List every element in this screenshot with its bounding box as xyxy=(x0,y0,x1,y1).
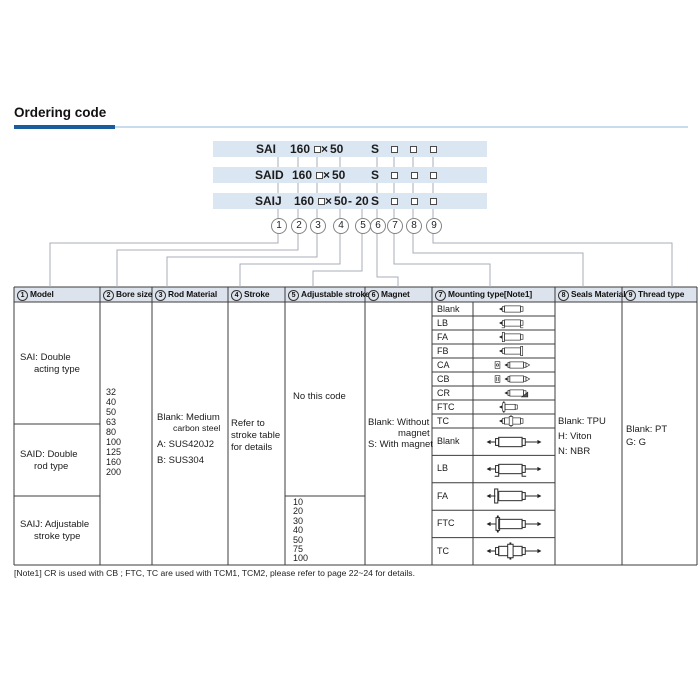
mounting-icon-cell xyxy=(486,401,542,413)
header-label: Seals Material xyxy=(571,289,626,299)
header-label: Bore size xyxy=(116,289,153,299)
callout-1: 1 xyxy=(271,218,287,234)
cylinder-clevis-ca-icon xyxy=(486,359,542,371)
code-magnet: S xyxy=(371,168,380,182)
col-header-seals-material xyxy=(558,287,626,302)
header-number-icon: 9 xyxy=(625,290,636,301)
mounting-code: TC xyxy=(437,545,449,556)
adjustable-stroke-no-code xyxy=(293,391,346,403)
col-header-stroke xyxy=(231,287,284,302)
model-cell-said xyxy=(20,449,78,473)
thread-type-cell-line: Blank: PT xyxy=(626,424,668,435)
col-header-bore-size xyxy=(103,287,151,302)
mounting-icon-cell xyxy=(483,433,545,451)
adjustable-stroke-values-line: 40 xyxy=(293,525,304,536)
magnet-cell-line: Blank: Without xyxy=(368,417,430,428)
code-mult: × xyxy=(321,142,329,156)
header-number-icon: 7 xyxy=(435,290,446,301)
mounting-code: Blank xyxy=(437,436,460,446)
seals-material-cell-line: Blank: TPU xyxy=(558,416,606,427)
blank-option-box xyxy=(430,146,437,153)
bore-size-list-line: 160 xyxy=(106,457,122,467)
code-stroke: 50 xyxy=(332,168,346,182)
model-cell-saij xyxy=(20,519,89,543)
adjustable-stroke-values-line: 20 xyxy=(293,506,304,517)
code-bore: 160 xyxy=(294,194,315,208)
mounting-code: CB xyxy=(437,374,450,384)
magnet-cell xyxy=(368,417,433,450)
cylinder-clevis-cb-icon xyxy=(486,373,542,385)
model-cell-saij-line: stroke type xyxy=(34,531,81,542)
magnet-cell-line: magnet xyxy=(398,428,430,439)
thread-type-cell xyxy=(626,423,667,449)
header-label: Mounting type[Note1] xyxy=(448,289,533,299)
header-label: Magnet xyxy=(381,289,410,299)
header-number-icon: 2 xyxy=(103,290,114,301)
header-label: Adjustable stroke xyxy=(301,289,370,299)
header-number-icon: 4 xyxy=(231,290,242,301)
mounting-icon-cell xyxy=(486,373,542,385)
blank-option-box xyxy=(430,198,437,205)
code-mult: × xyxy=(325,194,333,208)
mounting-code: FA xyxy=(437,490,449,501)
code-model: SAID xyxy=(255,168,284,182)
blank-option-box xyxy=(318,198,325,205)
code-stroke: 50 xyxy=(330,142,344,156)
blank-option-box xyxy=(314,146,321,153)
mounting-icon-cell xyxy=(483,460,545,478)
col-header-magnet xyxy=(368,287,431,302)
col-header-thread-type xyxy=(625,287,696,302)
cylinder-center-trunnion-icon xyxy=(486,415,542,427)
bore-size-list-line: 100 xyxy=(106,437,122,447)
cylinder-basic-icon xyxy=(486,303,542,315)
bore-size-list-line: 63 xyxy=(106,417,117,427)
adjustable-stroke-values-line: 50 xyxy=(293,534,304,545)
rod-material-line: Blank: Medium xyxy=(157,412,220,423)
callout-3: 3 xyxy=(310,218,326,234)
mounting-icon-cell xyxy=(486,415,542,427)
bore-size-list-line: 50 xyxy=(106,407,117,417)
code-model: SAI xyxy=(256,142,277,156)
header-number-icon: 8 xyxy=(558,290,569,301)
cylinder-front-flange-icon xyxy=(486,331,542,343)
footnote: [Note1] CR is used with CB ; FTC, TC are used with TCM1, TCM2, please refer to page 22~24 for details. xyxy=(14,568,415,578)
header-label: Rod Material xyxy=(168,289,218,299)
adjustable-stroke-values-line: 100 xyxy=(293,553,309,564)
title-underline xyxy=(115,126,688,128)
adjustable-stroke-values-line: 10 xyxy=(293,497,304,507)
mounting-code: LB xyxy=(437,463,449,474)
cylinder-foot-bracket-icon xyxy=(486,317,542,329)
col-header-mounting-type-note1- xyxy=(435,287,554,302)
seals-material-cell-line: H: Viton xyxy=(558,431,592,442)
rod-material-line: carbon steel xyxy=(173,423,221,433)
rod-material-line: B: SUS304 xyxy=(157,455,204,466)
bore-size-list-line: 80 xyxy=(106,427,117,437)
mounting-icon-cell xyxy=(486,359,542,371)
mounting-icon-cell xyxy=(486,331,542,343)
seals-material-cell xyxy=(558,414,606,459)
double-rod-front-trunnion-icon xyxy=(483,515,545,533)
code-bore: 160 xyxy=(290,142,311,156)
double-rod-center-trunnion-icon xyxy=(483,542,545,560)
col-header-rod-material xyxy=(155,287,227,302)
blank-option-box xyxy=(430,172,437,179)
mounting-code: FTC xyxy=(437,518,455,529)
code-mult: × xyxy=(323,168,331,182)
header-number-icon: 5 xyxy=(288,290,299,301)
blank-option-box xyxy=(411,198,418,205)
callout-4: 4 xyxy=(333,218,349,234)
blank-option-box xyxy=(391,146,398,153)
model-cell-sai-line: SAI: Double xyxy=(20,352,71,363)
double-rod-foot-bracket-icon xyxy=(483,460,545,478)
stroke-cell-line: Refer to xyxy=(231,418,265,429)
thread-type-cell-line: G: G xyxy=(626,437,647,448)
mounting-icon-cell xyxy=(483,515,545,533)
header-label: Model xyxy=(30,289,54,299)
cylinder-rear-flange-icon xyxy=(486,345,542,357)
blank-option-box xyxy=(316,172,323,179)
header-label: Stroke xyxy=(244,289,270,299)
mounting-code: Blank xyxy=(437,304,460,314)
adjustable-stroke-values-line: 75 xyxy=(293,544,304,555)
col-header-model xyxy=(17,287,99,302)
model-cell-said-line: rod type xyxy=(34,461,69,472)
mounting-code: FA xyxy=(437,332,449,342)
cylinder-clevis-cr-icon xyxy=(486,387,542,399)
mounting-code: CA xyxy=(437,360,450,370)
bore-size-list-line: 32 xyxy=(106,387,117,397)
adjustable-stroke-values-line: 30 xyxy=(293,515,304,526)
bore-size-list-line: 125 xyxy=(106,447,122,457)
mounting-icon-cell xyxy=(486,317,542,329)
magnet-cell-line: S: With magnet xyxy=(368,439,433,450)
code-magnet: S xyxy=(371,194,380,208)
title-underline-accent xyxy=(14,125,115,129)
double-rod-basic-icon xyxy=(483,433,545,451)
blank-option-box xyxy=(391,172,398,179)
bore-size-list-line: 200 xyxy=(106,467,122,477)
header-number-icon: 3 xyxy=(155,290,166,301)
mounting-code: FB xyxy=(437,346,449,356)
blank-option-box xyxy=(410,146,417,153)
stroke-cell xyxy=(231,418,280,454)
code-bore: 160 xyxy=(292,168,313,182)
callout-2: 2 xyxy=(291,218,307,234)
mounting-code: LB xyxy=(437,318,449,328)
blank-option-box xyxy=(411,172,418,179)
callout-8: 8 xyxy=(406,218,422,234)
bore-size-list-line: 40 xyxy=(106,397,117,407)
rod-material-line: A: SUS420J2 xyxy=(157,439,215,450)
callout-6: 6 xyxy=(370,218,386,234)
mounting-icon-cell xyxy=(483,542,545,560)
double-rod-front-flange-icon xyxy=(483,487,545,505)
code-stroke: 50 xyxy=(334,194,348,208)
header-label: Thread type xyxy=(638,289,685,299)
header-number-icon: 6 xyxy=(368,290,379,301)
section-title: Ordering code xyxy=(14,105,107,120)
mounting-code: CR xyxy=(437,388,450,398)
callout-5: 5 xyxy=(355,218,371,234)
adjustable-stroke-values xyxy=(293,498,308,564)
stroke-cell-line: stroke table xyxy=(231,430,281,441)
bore-size-list xyxy=(106,387,121,477)
cylinder-front-trunnion-icon xyxy=(486,401,542,413)
header-number-icon: 1 xyxy=(17,290,28,301)
blank-option-box xyxy=(391,198,398,205)
mounting-code: FTC xyxy=(437,402,455,412)
model-cell-saij-line: SAIJ: Adjustable xyxy=(20,519,90,530)
callout-7: 7 xyxy=(387,218,403,234)
adjustable-stroke-no-code-line: No this code xyxy=(293,391,346,402)
mounting-code: TC xyxy=(437,416,449,426)
callout-9: 9 xyxy=(426,218,442,234)
mounting-icon-cell xyxy=(483,487,545,505)
mounting-icon-cell xyxy=(486,303,542,315)
code-bar-sai xyxy=(213,141,487,157)
mounting-icon-cell xyxy=(486,387,542,399)
code-magnet: S xyxy=(371,142,380,156)
mounting-icon-cell xyxy=(486,345,542,357)
rod-material-cell xyxy=(157,412,220,466)
model-cell-sai xyxy=(20,352,80,376)
col-header-adjustable-stroke xyxy=(288,287,370,302)
code-model: SAIJ xyxy=(255,194,282,208)
model-cell-sai-line: acting type xyxy=(34,364,80,375)
code-adj: - 20 xyxy=(348,194,369,208)
stroke-cell-line: for details xyxy=(231,442,273,453)
seals-material-cell-line: N: NBR xyxy=(558,446,591,457)
model-cell-said-line: SAID: Double xyxy=(20,449,78,460)
